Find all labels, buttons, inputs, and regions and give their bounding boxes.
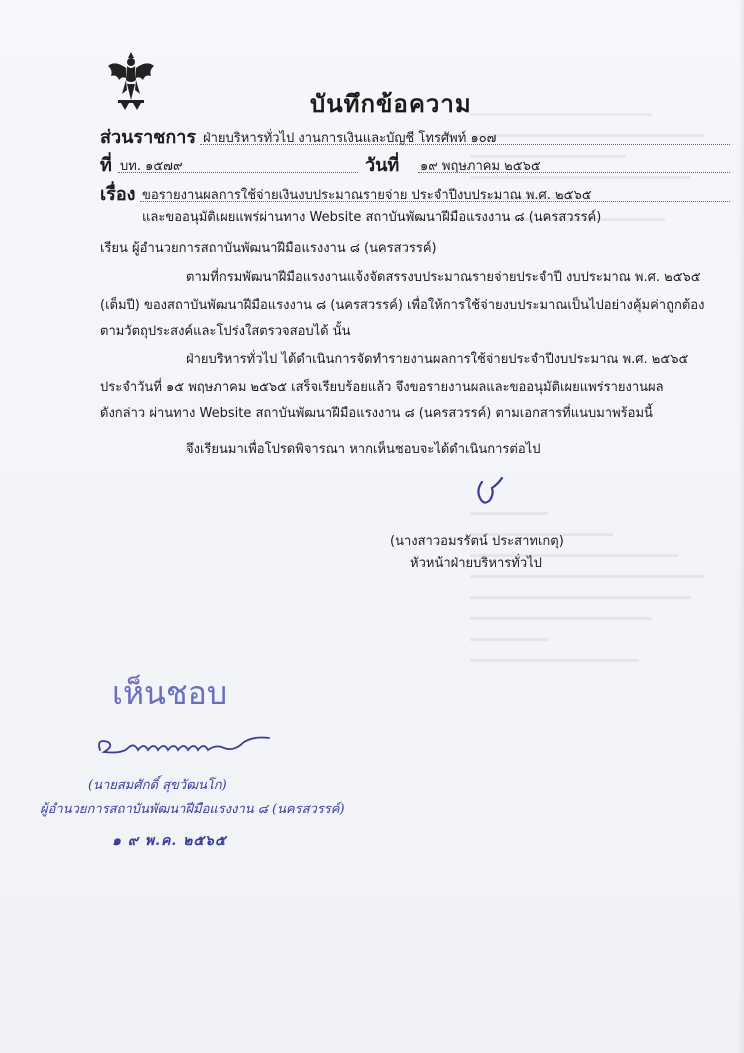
salutation: เรียน ผู้อำนวยการสถาบันพัฒนาฝีมือแรงงาน ๘ (นครสวรรค์) xyxy=(100,241,437,256)
agency-dotted-line xyxy=(200,144,730,145)
subject-dotted-line xyxy=(140,201,730,202)
approver-title: ผู้อำนวยการสถาบันพัฒนาฝีมือแรงงาน ๘ (นครสวรรค์) xyxy=(40,802,345,817)
date-dotted-line xyxy=(418,172,730,173)
para2-line-2: ประจำวันที่ ๑๕ พฤษภาคม ๒๕๖๕ เสร็จเรียบร้อยแล้ว จึงขอรายงานผลและขออนุมัติเผยแพร่รายงานผล xyxy=(100,380,664,395)
agency-label: ส่วนราชการ xyxy=(100,127,197,148)
signer-signature xyxy=(468,476,508,516)
ref-label: ที่ xyxy=(100,155,112,176)
para1-line-2: (เต็มปี) ของสถาบันพัฒนาฝีมือแรงงาน ๘ (นครสวรรค์) เพื่อให้การใช้จ่ายงบประมาณเป็นไปอย่างคุ้มค่าถูกต้อง xyxy=(100,298,705,313)
page-edge-shadow xyxy=(738,0,744,1053)
subject-label: เรื่อง xyxy=(100,184,136,205)
signer-name: (นางสาวอมรรัตน์ ประสาทเกตุ) xyxy=(390,534,564,549)
garuda-emblem-icon xyxy=(105,50,157,112)
ref-dotted-line xyxy=(118,172,358,173)
agency-value: ฝ่ายบริหารทั่วไป งานการเงินและบัญชี โทรศัพท์ ๑๐๗ xyxy=(203,131,497,146)
para2-line-1: ฝ่ายบริหารทั่วไป ได้ดำเนินการจัดทำรายงานผลการใช้จ่ายประจำปีงบประมาณ พ.ศ. ๒๕๖๕ xyxy=(186,352,689,367)
signer-title: หัวหน้าฝ่ายบริหารทั่วไป xyxy=(410,556,542,571)
date-value: ๑๙ พฤษภาคม ๒๕๖๕ xyxy=(420,159,541,174)
para1-line-1: ตามที่กรมพัฒนาฝีมือแรงงานแจ้งจัดสรรงบประมาณรายจ่ายประจำปี งบประมาณ พ.ศ. ๒๕๖๕ xyxy=(186,270,701,285)
approver-signature xyxy=(94,730,274,764)
subject-line-2: และขออนุมัติเผยแพร่ผ่านทาง Website สถาบันพัฒนาฝีมือแรงงาน ๘ (นครสวรรค์) xyxy=(142,210,602,225)
subject-line-1: ขอรายงานผลการใช้จ่ายเงินงบประมาณรายจ่าย ประจำปีงบประมาณ พ.ศ. ๒๕๖๕ xyxy=(142,188,592,203)
approval-note: เห็นชอบ xyxy=(112,674,228,712)
para2-line-3: ดังกล่าว ผ่านทาง Website สถาบันพัฒนาฝีมือแรงงาน ๘ (นครสวรรค์) ตามเอกสารที่แนบมาพร้อมนี้ xyxy=(100,406,653,421)
para1-line-3: ตามวัตถุประสงค์และโปร่งใสตรวจสอบได้ นั้น xyxy=(100,324,351,339)
date-label: วันที่ xyxy=(365,155,400,176)
approver-name: (นายสมศักดิ์ สุขวัฒนโก) xyxy=(88,778,227,793)
approval-date: ๑ ๙ พ.ค. ๒๕๖๕ xyxy=(112,833,227,849)
memo-title: บันทึกข้อความ xyxy=(310,89,472,118)
ref-value: บท. ๑๕๗๙ xyxy=(120,159,183,174)
closing-line: จึงเรียนมาเพื่อโปรดพิจารณา หากเห็นชอบจะได้ดำเนินการต่อไป xyxy=(186,442,541,457)
